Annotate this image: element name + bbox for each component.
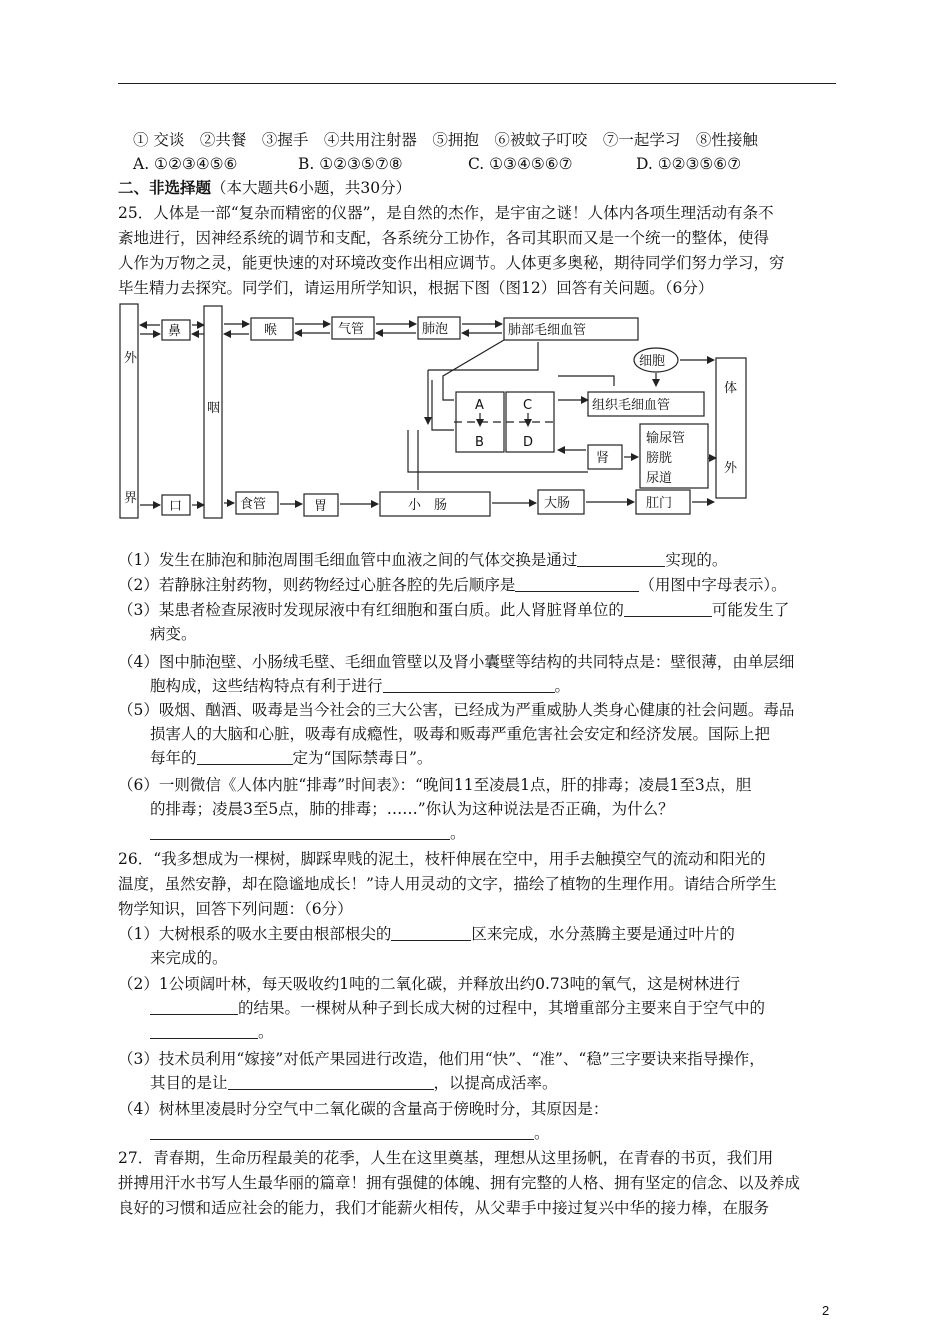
q25-6-line2: 的排毒；凌晨3至5点，肺的排毒；……”你认为这种说法是否正确，为什么？ <box>150 800 674 818</box>
mouth-label: 口 <box>169 499 183 514</box>
outside-label-bottom: 界 <box>124 491 138 506</box>
header-rule <box>118 83 836 84</box>
q25-4-text-end: 。 <box>554 677 571 695</box>
body-outside-column <box>716 358 746 498</box>
body-label-top: 体 <box>724 381 738 396</box>
q26-4-line2 <box>150 1121 550 1145</box>
q25-6-text-end: 。 <box>450 824 466 842</box>
q26-intro-line: 温度，虽然安静，却在隐谧地成长！”诗人用灵动的文字，描绘了植物的生理作用。请结合所学生 <box>118 875 777 893</box>
answer-blank[interactable] <box>150 1022 258 1039</box>
section-note: （本大题共6小题，共30分） <box>211 179 412 197</box>
body-label-bottom: 外 <box>724 461 738 476</box>
q26-2-text: 的结果。一棵树从种子到长成大树的过程中，其增重部分主要来自于空气中的 <box>238 999 766 1017</box>
aorta-line <box>558 376 614 386</box>
outside-column <box>120 304 138 518</box>
q25-3-text: （3）某患者检查尿液时发现尿液中有红细胞和蛋白质。此人肾脏肾单位的 <box>118 601 624 619</box>
q25-1 <box>118 548 727 572</box>
q25-6-line3 <box>150 821 466 845</box>
q25-4-text: 胞构成，这些结构特点有利于进行 <box>150 677 383 695</box>
q25-5-text: 每年的 <box>150 749 197 767</box>
q26-3-text: 其目的是让 <box>150 1074 228 1092</box>
stomach-label: 胃 <box>314 499 328 514</box>
q27-intro-line: 良好的习惯和适应社会的能力，我们才能薪火相传，从父辈手中接过复兴中华的接力棒，在服务 <box>118 1199 770 1217</box>
heart-a-label: A <box>475 398 484 413</box>
pharynx-label: 咽 <box>207 401 221 416</box>
outside-label-top: 外 <box>124 351 138 366</box>
q27-intro-line: 拼搏用汗水书写人生最华丽的篇章！拥有强健的体魄、拥有完整的人格、拥有坚定的信念、以及养成 <box>118 1174 801 1192</box>
q25-5-line3 <box>150 746 432 770</box>
option-c: C. ①③④⑤⑥⑦ <box>468 155 573 173</box>
heart-c-label: C <box>523 398 533 413</box>
q25-5-line2: 损害人的大脑和心脏，吸毒有成瘾性，吸毒和贩毒严重危害社会安定和经济发展。国际上把 <box>150 725 771 743</box>
q26-2-line2 <box>150 996 765 1020</box>
bladder-label: 膀胱 <box>646 451 673 466</box>
q25-2 <box>118 573 787 597</box>
section-heading <box>118 176 411 200</box>
section-title: 二、非选择题 <box>118 178 212 197</box>
q25-intro-line: 25．人体是一部“复杂而精密的仪器”，是自然的杰作，是宇宙之谜！人体内各项生理活动有条不 <box>118 204 774 222</box>
answer-blank[interactable] <box>383 676 555 693</box>
heart-b-label: B <box>475 435 484 450</box>
answer-blank[interactable] <box>150 823 450 840</box>
q25-4-line2 <box>150 674 570 698</box>
q25-1-text-end: 实现的。 <box>665 551 728 569</box>
q26-1-text-end: 区来完成，水分蒸腾主要是通过叶片的 <box>471 925 735 943</box>
q26-4-text-end: 。 <box>534 1124 550 1142</box>
urethra-label: 尿道 <box>646 471 673 486</box>
answer-blank[interactable] <box>150 998 238 1015</box>
answer-blank[interactable] <box>515 575 639 592</box>
q25-intro-line: 毕生精力去探究。同学们，请运用所学知识，根据下图（图12）回答有关问题。（6分） <box>118 279 714 297</box>
q25-3-cont: 病变。 <box>150 625 197 643</box>
alveoli-label: 肺泡 <box>422 322 449 337</box>
answer-blank[interactable] <box>228 1073 434 1090</box>
answer-blank[interactable] <box>150 1123 534 1140</box>
q26-1 <box>118 922 735 946</box>
q25-5-text-end: 定为“国际禁毒日”。 <box>292 749 433 767</box>
cells-label: 细胞 <box>639 354 666 369</box>
q24-options <box>133 152 741 176</box>
q26-3-line2 <box>150 1071 558 1095</box>
answer-blank[interactable] <box>197 748 293 765</box>
page-number: 2 <box>822 1303 830 1318</box>
option-a: A. ①②③④⑤⑥ <box>133 155 238 173</box>
q25-4-line1: （4）图中肺泡壁、小肠绒毛壁、毛细血管壁以及肾小囊壁等结构的共同特点是：壁很薄，由单层细 <box>118 653 795 671</box>
anus-label: 肛门 <box>646 496 673 511</box>
lung-capillary-label: 肺部毛细血管 <box>508 323 587 338</box>
larynx-label: 喉 <box>264 323 278 338</box>
esophagus-label: 食管 <box>240 497 267 512</box>
q26-2-line1: （2）1公顷阔叶林，每天吸收约1吨的二氧化碳，并释放出约0.73吨的氧气，这是树林进行 <box>118 975 741 993</box>
ureter-label: 输尿管 <box>646 431 686 446</box>
q27-intro-line: 27．青春期，生命历程最美的花季，人生在这里奠基，理想从这里扬帆，在青春的书页，我们用 <box>118 1149 774 1167</box>
q25-intro-line: 紊地进行，因神经系统的调节和支配，各系统分工协作，各司其职而又是一个统一的整体，使得 <box>118 229 770 247</box>
q26-intro-line: 物学知识，回答下列问题：（6分） <box>118 900 353 918</box>
nose-label: 鼻 <box>168 324 182 339</box>
answer-blank[interactable] <box>577 550 665 567</box>
q25-6-line1: （6）一则微信《人体内脏“排毒”时间表》：“晚间11至凌晨1点，肝的排毒；凌晨1至3点，胆 <box>118 776 752 794</box>
tissue-capillary-label: 组织毛细血管 <box>592 398 671 413</box>
systemic-return-line <box>408 430 588 472</box>
physiology-diagram <box>118 300 752 520</box>
q25-3 <box>118 598 789 622</box>
answer-blank[interactable] <box>624 600 712 617</box>
q25-intro-line: 人作为万物之灵，能更快速的对环境改变作出相应调节。人体更多奥秘，期待同学们努力学习，穷 <box>118 254 785 272</box>
q25-2-text-end: （用图中字母表示）。 <box>639 576 787 594</box>
kidney-label: 肾 <box>596 451 610 466</box>
answer-blank[interactable] <box>391 924 471 941</box>
q26-3-text-end: ，以提高成活率。 <box>433 1074 558 1092</box>
q25-3-text-end: 可能发生了 <box>711 601 790 619</box>
q26-2-line3 <box>150 1020 274 1044</box>
small-intestine-label: 小 肠 <box>408 498 448 513</box>
q26-intro-line: 26．“我多想成为一棵树，脚踩卑贱的泥土，枝杆伸展在空中，用手去触摸空气的流动和阳光的 <box>118 850 766 868</box>
option-d: D. ①②③⑤⑥⑦ <box>636 155 742 173</box>
option-b: B. ①②③⑤⑦⑧ <box>298 155 403 173</box>
q26-2-text-end: 。 <box>258 1023 274 1041</box>
q26-1-cont: 来完成的。 <box>150 949 228 967</box>
q26-1-text: （1）大树根系的吸水主要由根部根尖的 <box>118 925 392 943</box>
lung-return-line <box>428 342 538 370</box>
q26-4-line1: （4）树林里凌晨时分空气中二氧化碳的含量高于傍晚时分，其原因是： <box>118 1100 609 1118</box>
heart-d-label: D <box>523 435 534 450</box>
q25-1-text: （1）发生在肺泡和肺泡周围毛细血管中血液之间的气体交换是通过 <box>118 551 578 569</box>
q26-3-line1: （3）技术员利用“嫁接”对低产果园进行改造，他们用“快”、“准”、“稳”三字要诀来指导操作， <box>118 1050 765 1068</box>
large-intestine-label: 大肠 <box>544 496 571 511</box>
q25-2-text: （2）若静脉注射药物，则药物经过心脏各腔的先后顺序是 <box>118 576 516 594</box>
q25-5-line1: （5）吸烟、酗酒、吸毒是当今社会的三大公害，已经成为严重威胁人类身心健康的社会问题。毒品 <box>118 701 795 719</box>
trachea-label: 气管 <box>338 322 365 337</box>
q24-items: ① 交谈 ②共餐 ③握手 ④共用注射器 ⑤拥抱 ⑥被蚊子叮咬 ⑦一起学习 ⑧性接触 <box>133 131 758 149</box>
